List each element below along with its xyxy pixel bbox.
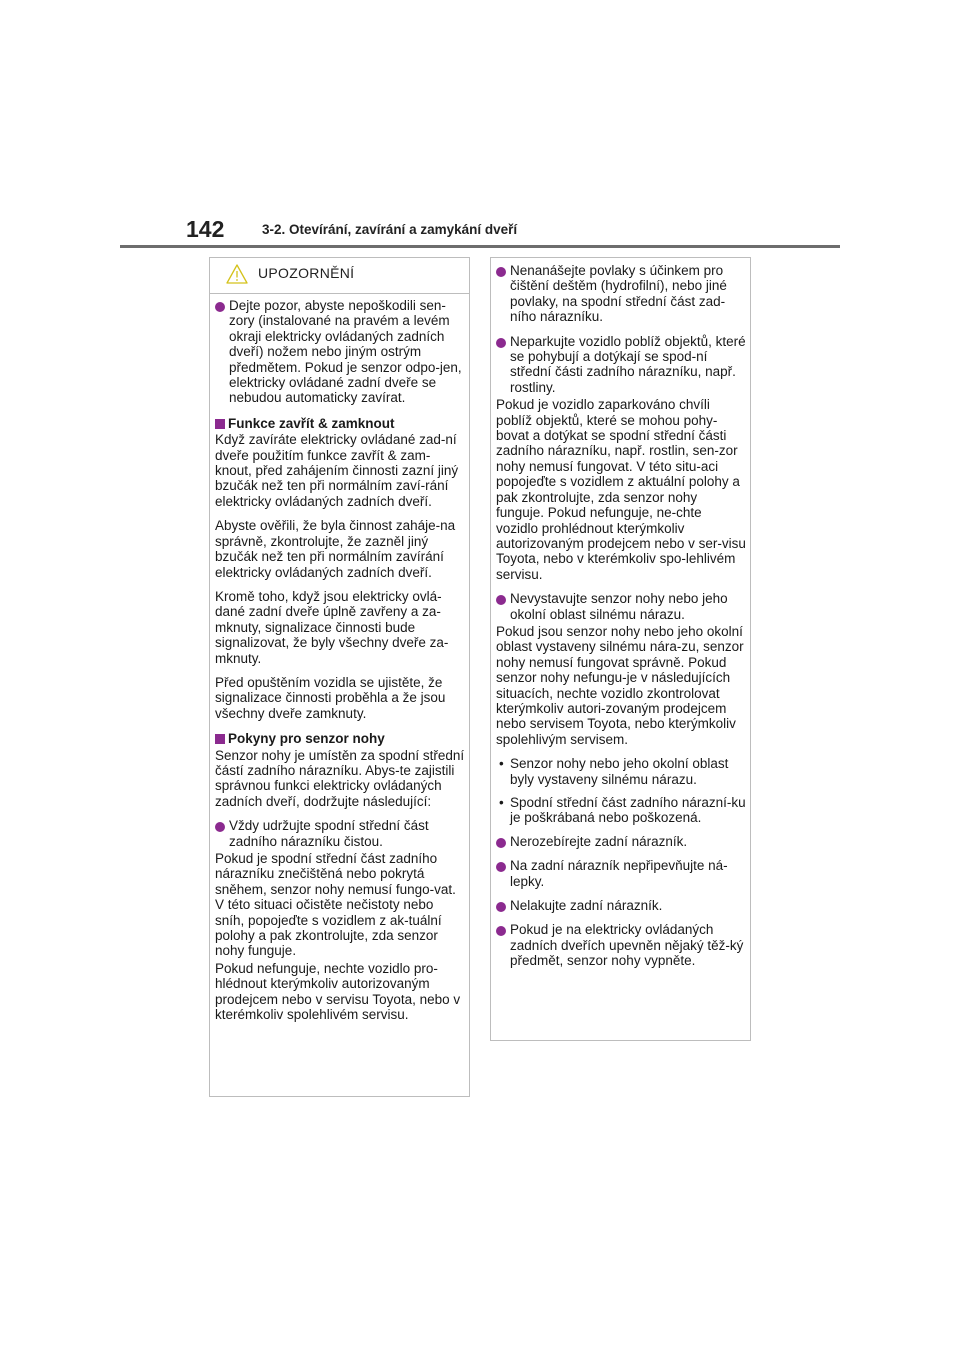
bullet-dot-icon — [496, 926, 506, 936]
header-rule — [120, 245, 840, 248]
list-item: Dejte pozor, abyste nepoškodili sen-zory (instalované na pravém a levém okraji elektricky ovládaných zadních dveří) nožem nebo jiným ostrým předmětem. Pokud je senzor odpo-jen, elektricky ovládané zadní dveře se nebudou automaticky zavírat. — [215, 298, 465, 406]
list-item: Nelakujte zadní nárazník. — [496, 898, 746, 913]
bullet-dot-icon — [496, 902, 506, 912]
page-number: 142 — [186, 216, 225, 242]
square-bullet-icon — [215, 419, 225, 429]
list-item: Neparkujte vozidlo poblíž objektů, které se pohybují a dotýkají se spod-ní střední části zadního nárazníku, např. rostliny. — [496, 334, 746, 396]
warning-box-left — [209, 257, 470, 1097]
warning-box-right — [490, 257, 751, 1041]
paragraph: Pokud je vozidlo zaparkováno chvíli poblíž objektů, které se mohou pohy-bovat a dotýkat se spodní střední části zadního nárazníku, např. rostlin, sen-zor nohy nemusí fungovat. V této situ-aci popojeďte s vozidlem z aktuální polohy a pak zkontrolujte, zda senzor nohy funguje. Pokud nefunguje, ne-chte vozidlo prohlédnout kterýmkoliv autorizovaným prodejcem nebo v ser-visu Toyota, nebo v kterémkoliv spo-lehlivém servisu. — [496, 397, 746, 582]
warning-triangle-icon — [225, 263, 249, 285]
paragraph: Pokud nefunguje, nechte vozidlo pro-hlédnout kterýmkoliv autorizovaným prodejcem nebo v servisu Toyota, nebo v kterémkoliv spolehlivém servisu. — [215, 960, 461, 1023]
paragraph: Abyste ověřili, že byla činnost zaháje-na správně, zkontrolujte, že zazněl jiný bzučák než ten při normálním zavírání elektricky ovládaných zadních dveří. — [215, 518, 456, 580]
paragraph: Senzor nohy je umístěn za spodní střední částí zadního nárazníku. Abys-te zajistili správnou funkci elektricky ovládaných zadních dveří, dodržujte následující: — [215, 747, 465, 809]
list-item: Vždy udržujte spodní střední část zadního nárazníku čistou. — [215, 818, 465, 849]
list-item: Nevystavujte senzor nohy nebo jeho okolní oblast silnému nárazu. — [496, 591, 746, 622]
bullet-dot-icon — [215, 302, 225, 312]
paragraph: Před opuštěním vozidla se ujistěte, že signalizace činnosti proběhla a že jsou všechny dveře zamknuty. — [215, 674, 446, 721]
paragraph: Pokud jsou senzor nohy nebo jeho okolní oblast vystaveny silnému nára-zu, senzor nohy nemusí fungovat správně. Pokud senzor nohy nefungu-je v následujících situacích, nechte vozidlo zkontrolovat kterýmkoliv autori-zovaným prodejcem nebo servisem Toyota, nebo kterýmkoliv spolehlivým servisem. — [496, 623, 744, 747]
list-item: Pokud je na elektricky ovládaných zadních dveřích upevněn nějaký těž-ký předmět, senzor nohy vypněte. — [496, 922, 746, 968]
bullet-dot-icon — [496, 838, 506, 848]
list-item: Nerozebírejte zadní nárazník. — [496, 834, 746, 849]
warning-label: UPOZORNĚNÍ — [258, 265, 355, 281]
bullet-dot-icon — [215, 822, 225, 832]
paragraph: Když zavíráte elektricky ovládané zad-ní dveře použitím funkce zavřít & zam-knout, před zahájením činnosti zazní jiný bzučák než ten při normálním zaví-rání elektricky ovládaných zadních dveří. — [215, 432, 459, 509]
bullet-dot-icon — [496, 267, 506, 277]
left-content — [210, 294, 469, 1022]
sub-list-item: • Senzor nohy nebo jeho okolní oblast byly vystaveny silnému nárazu. — [499, 756, 729, 787]
list-item: Na zadní nárazník nepřipevňujte ná-lepky. — [496, 858, 746, 889]
bullet-dot-icon — [496, 862, 506, 872]
warning-header — [210, 258, 469, 294]
subheading: Pokyny pro senzor nohy — [215, 731, 465, 746]
list-item: Nenanášejte povlaky s účinkem pro čištění deštěm (hydrofilní), nebo jiné povlaky, na spodní střední část zad-ního nárazníku. — [496, 263, 746, 325]
section-title: 3-2. Otevírání, zavírání a zamykání dveří — [262, 222, 518, 237]
paragraph: Kromě toho, když jsou elektricky ovlá-dané zadní dveře úplně zavřeny a za-mknuty, signalizace činnosti bude signalizovat, že byly všechny dveře za-mknuty. — [215, 588, 449, 666]
bullet-dot-icon — [496, 338, 506, 348]
bullet-dot-icon — [496, 595, 506, 605]
sub-list-item: • Spodní střední část zadního nárazní-ku je poškrábaná nebo poškozená. — [499, 795, 746, 826]
paragraph: Pokud je spodní střední část zadního nárazníku znečištěná nebo pokrytá sněhem, senzor nohy nemusí fungo-vat. V této situaci očistěte nečistoty nebo sníh, popojeďte s vozidlem z ak-tuální polohy a pak zkontrolujte, zda senzor nohy funguje. — [215, 851, 456, 959]
right-content — [491, 258, 750, 969]
square-bullet-icon — [215, 734, 225, 744]
subheading: Funkce zavřít & zamknout — [215, 416, 465, 431]
